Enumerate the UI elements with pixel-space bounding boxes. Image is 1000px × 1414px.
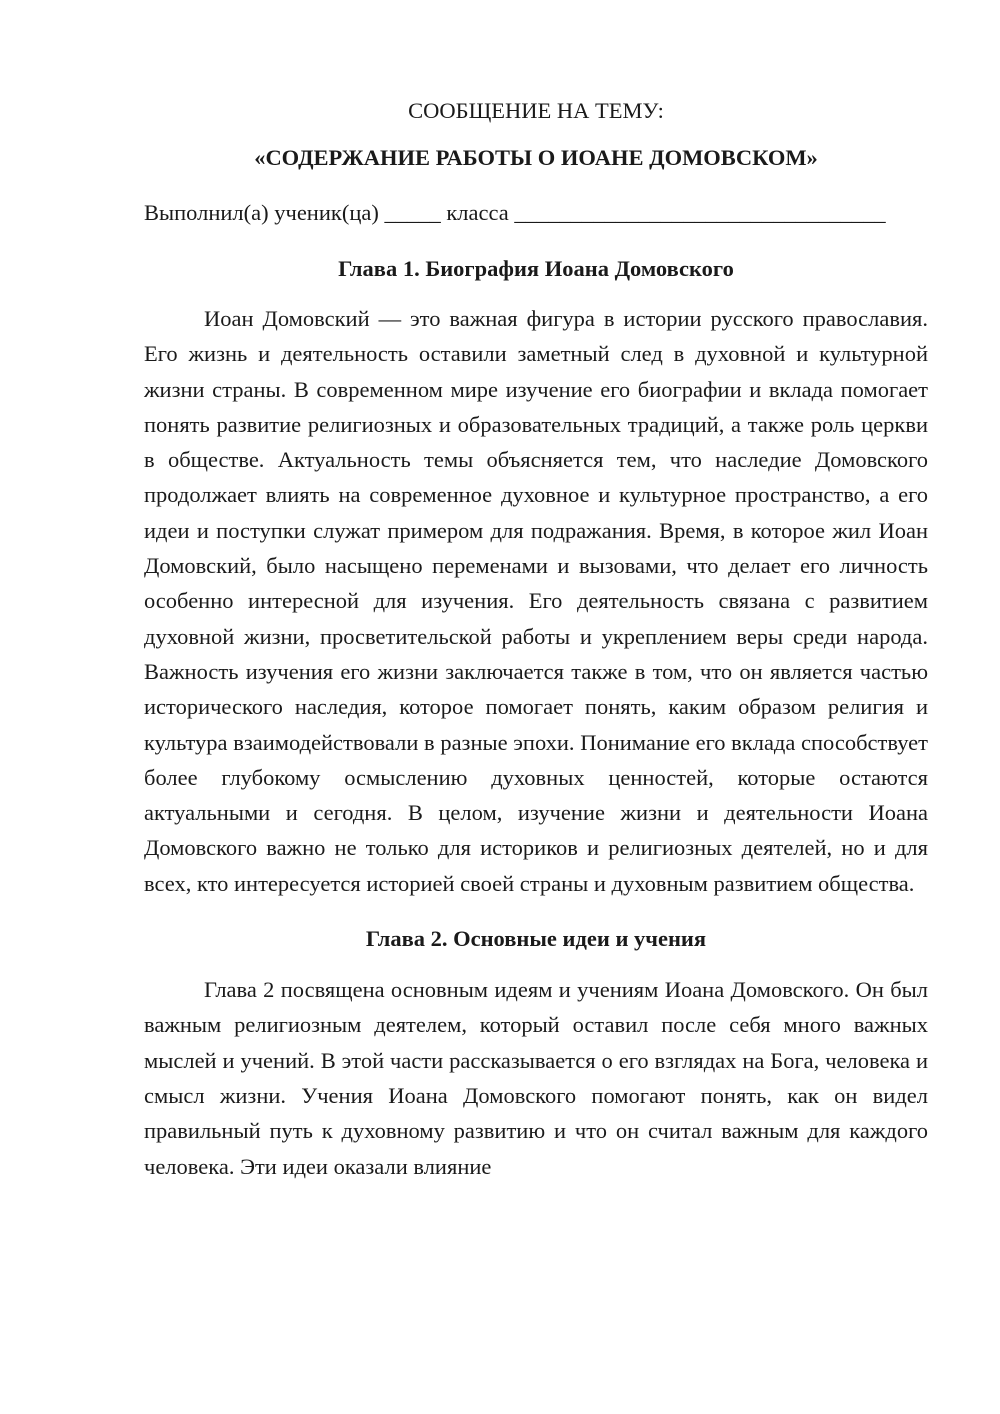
chapter-2-paragraph: Глава 2 посвящена основным идеям и учениям Иоана Домовского. Он был важным религиозным деятелем, который оставил после себя много важных мыслей и учений. В этой части рассказывается о его взглядах на Бога, человека и смысл жизни. Учения Иоана Домовского помогают понять, как он видел правильный путь к духовному развитию и что он считал важным для каждого человека. Эти идеи оказали влияние bbox=[144, 977, 928, 1179]
document-title: СООБЩЕНИЕ НА ТЕМУ: bbox=[408, 98, 664, 123]
chapter-1-heading: Глава 1. Биография Иоана Домовского bbox=[338, 256, 734, 281]
chapter-1-paragraph: Иоан Домовский — это важная фигура в истории русского православия. Его жизнь и деятельность оставили заметный след в духовной и культурной жизни страны. В современном мире изучение его биографии и вклада помогает понять развитие религиозных и образовательных традиций, а также роль церкви в обществе. Актуальность темы объясняется тем, что наследие Домовского продолжает влиять на современное духовное и культурное пространство, а его идеи и поступки служат примером для подражания. Время, в которое жил Иоан Домовский, было насыщено переменами и вызовами, что делает его личность особенно интересной для изучения. Его деятельность связана с развитием духовной жизни, просветительской работы и укреплением веры среди народа. Важность изучения его жизни заключается также в том, что он является частью исторического наследия, которое помогает понять, каким образом религия и культура взаимодействовали в разные эпохи. Понимание его вклада способствует более глубокому осмыслению духовных ценностей, которые остаются актуальными и сегодня. В целом, изучение жизни и деятельности Иоана Домовского важно не только для историков и религиозных деятелей, но и для всех, кто интересуется историей своей страны и духовным развитием общества. bbox=[144, 306, 928, 896]
document-page bbox=[144, 94, 928, 1184]
document-subtitle: «СОДЕРЖАНИЕ РАБОТЫ О ИОАНЕ ДОМОВСКОМ» bbox=[254, 145, 818, 170]
author-line: Выполнил(а) ученик(ца) _____ класса _________________________________ bbox=[144, 200, 886, 225]
chapter-2-heading: Глава 2. Основные идеи и учения bbox=[365, 926, 707, 952]
